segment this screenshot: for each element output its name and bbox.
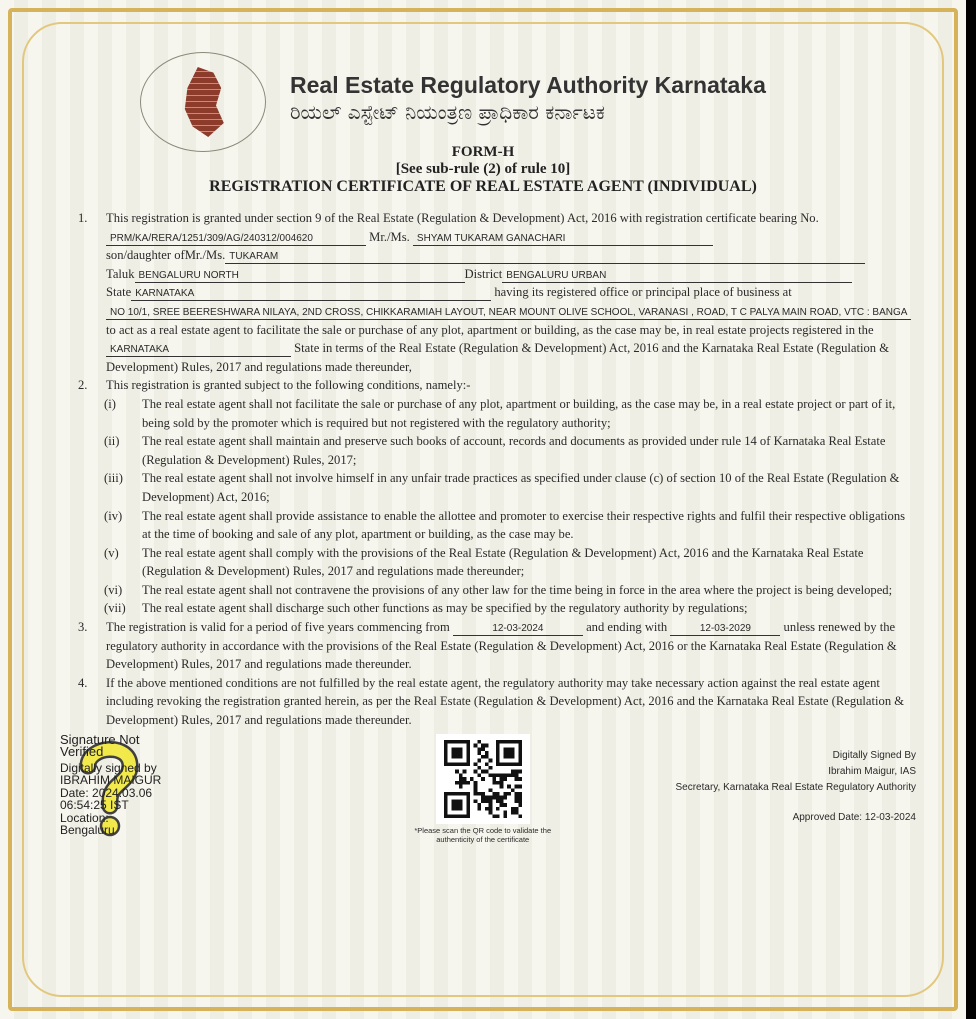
qr-module xyxy=(492,777,496,781)
qr-module xyxy=(499,777,503,781)
qr-module xyxy=(477,766,481,770)
signer-name: Ibrahim Maigur, IAS xyxy=(828,765,916,777)
condition-text: The real estate agent shall maintain and preserve such books of account, records and documents as provided under rule 14 of Karnataka Real Estate (Regulation & Development) Rules, 2017; xyxy=(142,434,886,467)
qr-module xyxy=(499,803,503,807)
qr-module xyxy=(514,777,518,781)
qr-module xyxy=(455,780,459,784)
qr-module xyxy=(455,769,459,773)
qr-module xyxy=(492,795,496,799)
title-block xyxy=(0,144,966,195)
qr-module xyxy=(518,777,522,781)
qr-module xyxy=(485,754,489,758)
qr-module xyxy=(507,784,511,788)
qr-module xyxy=(477,773,481,777)
qr-module xyxy=(473,780,477,784)
qr-module xyxy=(488,799,492,803)
rera-seal-logo xyxy=(140,52,266,152)
sig-line: Location: xyxy=(60,810,109,825)
qr-module xyxy=(499,795,503,799)
qr-module xyxy=(473,788,477,792)
qr-module xyxy=(518,769,522,773)
qr-module xyxy=(488,766,492,770)
condition-number: (iii) xyxy=(104,471,123,486)
qr-module xyxy=(485,743,489,747)
qr-module xyxy=(488,788,492,792)
qr-module xyxy=(514,773,518,777)
signature-row xyxy=(60,731,930,844)
condition-number: (v) xyxy=(104,545,119,560)
clause-1 xyxy=(78,209,913,376)
signature-status: Signature Not Verified xyxy=(60,731,140,760)
condition-item xyxy=(104,581,913,600)
clause-text: and ending with xyxy=(586,620,668,635)
condition-text: The real estate agent shall not facilitate the sale or purchase of any plot, apartment or building, as the case may be, in a real estate project or part of it, being sold by the promoter which is required but not registered with the regulatory authority; xyxy=(142,396,896,430)
qr-module xyxy=(496,795,500,799)
qr-module xyxy=(488,773,492,777)
qr-module xyxy=(477,751,481,755)
condition-text: The real estate agent shall not involve himself in any unfair trade practices as specified under clause (c) of section 10 of the Real Estate (Regulation & Development) Act, 2016; xyxy=(142,471,900,504)
qr-module xyxy=(503,795,507,799)
qr-module xyxy=(514,784,518,788)
qr-module xyxy=(477,758,481,762)
condition-item xyxy=(104,544,913,581)
qr-module xyxy=(481,769,485,773)
qr-module xyxy=(503,803,507,807)
condition-text: The real estate agent shall not contravene the provisions of any other law for the time being in force in the area where the project is being developed; xyxy=(142,582,893,597)
sig-line: Date: 2024.03.06 xyxy=(60,785,153,800)
label: son/daughter ofMr./Ms. xyxy=(106,248,226,263)
name-field: SHYAM TUKARAM GANACHARI xyxy=(413,233,713,246)
label: State xyxy=(106,285,132,300)
project-state-field: KARNATAKA xyxy=(106,344,291,357)
condition-number: (i) xyxy=(104,396,116,411)
parent-field: TUKARAM xyxy=(225,251,865,264)
condition-number: (vii) xyxy=(104,601,126,616)
qr-code-icon xyxy=(442,740,524,818)
qr-module xyxy=(459,773,463,777)
qr-module xyxy=(496,814,500,818)
qr-module xyxy=(496,799,500,803)
qr-module xyxy=(462,780,466,784)
qr-module xyxy=(488,758,492,762)
qr-module xyxy=(518,799,522,803)
certificate-body xyxy=(78,209,913,730)
taluk-field: BENGALURU NORTH xyxy=(135,270,465,283)
qr-module xyxy=(492,780,496,784)
form-title: FORM-H xyxy=(451,144,515,160)
condition-number: (vi) xyxy=(104,582,123,597)
clause-4 xyxy=(78,674,913,730)
qr-section xyxy=(398,734,568,844)
qr-module xyxy=(499,799,503,803)
qr-module xyxy=(473,784,477,788)
qr-module xyxy=(511,810,515,814)
qr-module xyxy=(514,769,518,773)
qr-module xyxy=(492,773,496,777)
condition-item xyxy=(104,507,913,544)
qr-module xyxy=(518,792,522,796)
qr-module xyxy=(499,784,503,788)
qr-module xyxy=(511,769,515,773)
clause-number: 3. xyxy=(78,620,88,635)
qr-module xyxy=(477,740,481,744)
clause-text: State in terms of the Real Estate (Regulation & Development) Act, 2016 and the Karnataka Real Estate (Regulation & Development) Rules, 2017 and regulations made thereunder, xyxy=(106,341,890,374)
org-name-en: Real Estate Regulatory Authority Karnataka xyxy=(290,72,766,98)
qr-module xyxy=(462,769,466,773)
label: having its registered office or principal place of business at xyxy=(494,285,792,300)
qr-module xyxy=(488,795,492,799)
qr-module xyxy=(514,806,518,810)
qr-module xyxy=(503,777,507,781)
label: Mr./Ms. xyxy=(369,229,410,244)
clause-number: 1. xyxy=(78,211,88,225)
sig-line: 06:54:25 IST xyxy=(60,798,129,813)
qr-module xyxy=(462,777,466,781)
qr-module xyxy=(477,747,481,751)
qr-code[interactable] xyxy=(436,734,530,824)
condition-item xyxy=(104,469,913,506)
qr-module xyxy=(481,792,485,796)
condition-text: The real estate agent shall provide assistance to enable the allottee and promoter to exercise their respective rights and fulfil their respective obligations at the time of booking and sale of any plot, apartment or building, as the case may be. xyxy=(142,508,906,542)
qr-module xyxy=(488,803,492,807)
qr-module xyxy=(518,784,522,788)
conditions-list xyxy=(78,395,913,618)
qr-module xyxy=(499,773,503,777)
qr-module xyxy=(503,810,507,814)
qr-module xyxy=(459,777,463,781)
clause-2 xyxy=(78,376,913,395)
qr-module xyxy=(481,743,485,747)
qr-module xyxy=(496,773,500,777)
signer-title: Secretary, Karnataka Real Estate Regulatory Authority xyxy=(675,781,916,793)
condition-item xyxy=(104,599,913,618)
end-date-field: 12-03-2029 xyxy=(670,623,780,636)
qr-module xyxy=(514,799,518,803)
qr-module xyxy=(503,814,507,818)
qr-module xyxy=(518,803,522,807)
qr-module xyxy=(481,747,485,751)
qr-module xyxy=(514,795,518,799)
clause-text: This registration is granted under section 9 of the Real Estate (Regulation & Development) Act, 2016 with registration certificate bearing No. xyxy=(106,211,819,225)
qr-module xyxy=(473,792,477,796)
qr-module xyxy=(488,810,492,814)
clause-number: 2. xyxy=(78,378,88,393)
org-name-kn: ರಿಯಲ್ ಎಸ್ಟೇಟ್ ನಿಯಂತ್ರಣ ಪ್ರಾಧಿಕಾರ ಕರ್ನಾಟಕ xyxy=(290,100,605,124)
qr-module xyxy=(514,810,518,814)
clause-3 xyxy=(78,618,913,674)
qr-module xyxy=(485,795,489,799)
condition-item xyxy=(104,395,913,432)
karnataka-map-icon xyxy=(177,67,229,137)
label: District xyxy=(464,266,503,281)
condition-text: The real estate agent shall comply with the provisions of the Real Estate (Regulation & Development) Act, 2016 and the Karnataka Real Estate (Regulation & Development) Rules, 2017 and regulations made thereunder; xyxy=(142,545,864,579)
qr-module xyxy=(473,743,477,747)
qr-module xyxy=(485,806,489,810)
qr-module xyxy=(485,769,489,773)
qr-module xyxy=(507,773,511,777)
clause-text: This registration is granted subject to the following conditions, namely:- xyxy=(106,378,471,393)
reg-no-field: PRM/KA/RERA/1251/309/AG/240312/004620 xyxy=(106,233,366,246)
digital-signature-block[interactable] xyxy=(60,731,200,838)
qr-module xyxy=(477,806,481,810)
qr-module xyxy=(496,792,500,796)
condition-item xyxy=(104,432,913,469)
qr-module xyxy=(473,762,477,766)
qr-module xyxy=(488,806,492,810)
qr-module xyxy=(496,806,500,810)
certificate-title: REGISTRATION CERTIFICATE OF REAL ESTATE AGENT (INDIVIDUAL) xyxy=(209,178,757,195)
qr-module xyxy=(492,792,496,796)
qr-module xyxy=(477,803,481,807)
qr-module xyxy=(459,780,463,784)
qr-module xyxy=(459,784,463,788)
qr-module xyxy=(503,792,507,796)
qr-module xyxy=(481,795,485,799)
qr-module xyxy=(477,792,481,796)
approved-date: Approved Date: 12-03-2024 xyxy=(792,811,916,823)
sig-line: IBRAHIM MAIGUR xyxy=(60,773,162,788)
qr-module xyxy=(511,806,515,810)
qr-module xyxy=(485,799,489,803)
content-column xyxy=(60,209,930,844)
qr-note: *Please scan the QR code to validate the authenticity of the certificate xyxy=(414,825,552,844)
qr-module xyxy=(518,795,522,799)
clause-number: 4. xyxy=(78,675,88,690)
qr-module xyxy=(511,773,515,777)
qr-module xyxy=(470,777,474,781)
clause-text: unless renewed by the regulatory authority in accordance with the provisions of the Real Estate (Regulation & Development) Act, 2016 or the Karnataka Real Estate (Regulation & Development) Rules, 2017 and regulations made thereunder. xyxy=(106,620,897,672)
clause-text: If the above mentioned conditions are not fulfilled by the real estate agent, the regulatory authority may take necessary action against the real estate agent including revoking the registration granted herein, as per the Real Estate (Regulation & Development) Act, 2016 and the Karnataka Real Estate (Regulation & Development) Rules, 2017 and regulations made thereunder. xyxy=(106,675,905,728)
district-field: BENGALURU URBAN xyxy=(502,270,852,283)
qr-module xyxy=(473,769,477,773)
qr-module xyxy=(499,780,503,784)
qr-module xyxy=(485,751,489,755)
sig-line: Bengaluru xyxy=(60,823,115,838)
sig-line: Digitally signed by xyxy=(60,760,157,775)
clause-text: to act as a real estate agent to facilitate the sale or purchase of any plot, apartment or building, as the case may be, in real estate projects registered in the xyxy=(106,322,874,337)
state-field: KARNATAKA xyxy=(131,288,491,301)
qr-module xyxy=(496,780,500,784)
qr-module xyxy=(481,754,485,758)
qr-module xyxy=(485,762,489,766)
qr-module xyxy=(481,799,485,803)
qr-module xyxy=(511,788,515,792)
signer-line: Digitally Signed By xyxy=(832,749,916,761)
qr-module xyxy=(518,814,522,818)
qr-module xyxy=(503,773,507,777)
start-date-field: 12-03-2024 xyxy=(453,623,583,636)
qr-module xyxy=(481,777,485,781)
condition-number: (iv) xyxy=(104,508,123,523)
qr-module xyxy=(466,780,470,784)
condition-number: (ii) xyxy=(104,434,120,449)
qr-module xyxy=(514,792,518,796)
qr-module xyxy=(507,792,511,796)
qr-module xyxy=(492,814,496,818)
signer-block xyxy=(676,734,917,826)
condition-text: The real estate agent shall discharge such other functions as may be specified by the regulatory authority by regulations; xyxy=(142,601,748,616)
qr-module xyxy=(473,799,477,803)
clause-text: The registration is valid for a period of five years commencing from xyxy=(106,620,450,635)
label: Taluk xyxy=(106,266,135,281)
address-field: NO 10/1, SREE BEERESHWARA NILAYA, 2ND CROSS, CHIKKARAMIAH LAYOUT, NEAR MOUNT OLIVE SCHOOL, VARANASI , ROAD, T C PALYA MAIN ROAD, VTC : BANGA xyxy=(106,307,911,320)
rule-ref: [See sub-rule (2) of rule 10] xyxy=(395,161,571,177)
